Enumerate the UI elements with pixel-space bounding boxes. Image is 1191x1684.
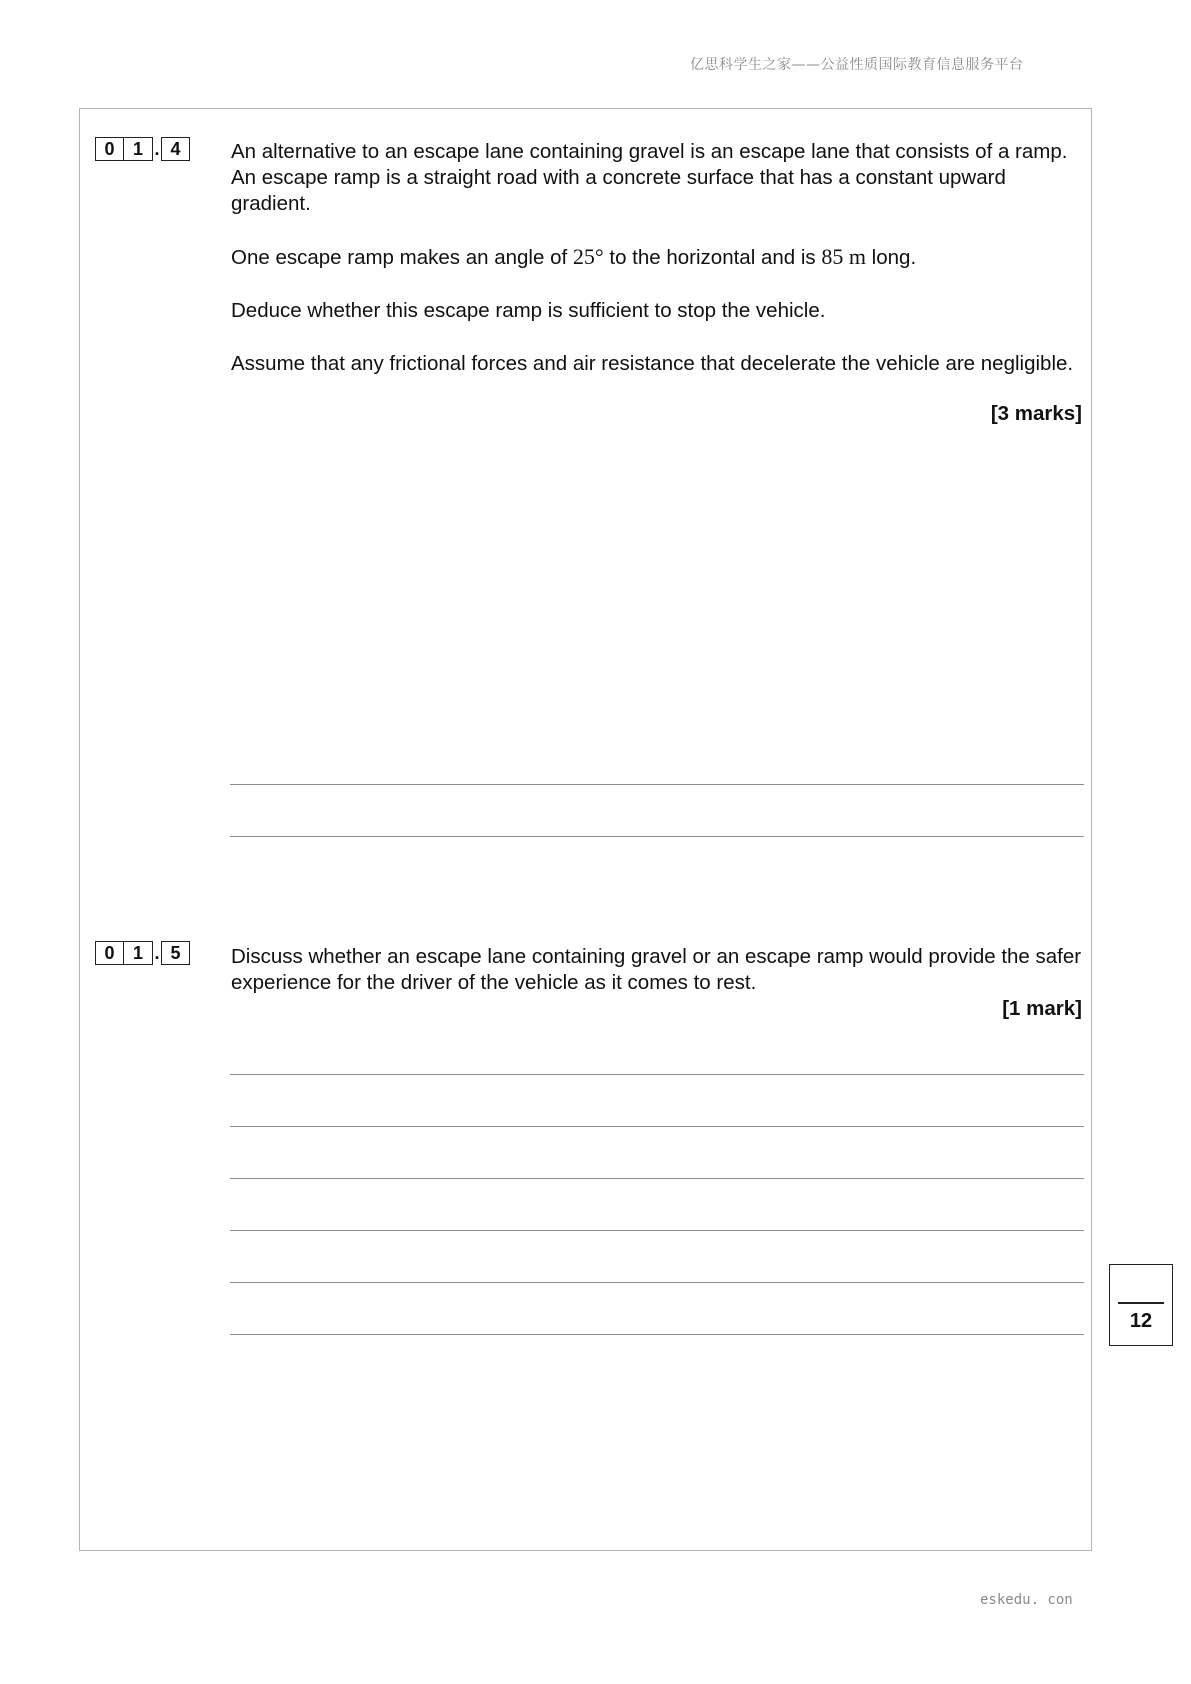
answer-line[interactable] xyxy=(230,784,1084,785)
question-digit: 1 xyxy=(124,941,153,965)
question-number-dot: . xyxy=(154,139,160,159)
total-rule xyxy=(1118,1302,1164,1304)
marks-label: [3 marks] xyxy=(990,402,1082,425)
question-01-5-text xyxy=(231,944,1083,996)
question-paragraph: Discuss whether an escape lane containing gravel or an escape ramp would provide the safer experience for the driver of the vehicle as it comes to rest. xyxy=(231,945,1082,994)
answer-line[interactable] xyxy=(230,836,1084,837)
question-number-01-4 xyxy=(95,137,190,161)
answer-line[interactable] xyxy=(230,1074,1084,1075)
question-number-01-5 xyxy=(95,941,190,965)
page-total-value: 12 xyxy=(1129,1310,1153,1332)
question-paragraph: Assume that any frictional forces and air resistance that decelerate the vehicle are negligible. xyxy=(231,352,1074,375)
text-run: long. xyxy=(865,246,917,269)
marks-label: [1 mark] xyxy=(1002,997,1082,1020)
question-digit: 5 xyxy=(161,941,190,965)
question-number-dot: . xyxy=(154,943,160,963)
header-watermark: 亿思科学生之家——公益性质国际教育信息服务平台 xyxy=(690,57,1024,73)
footer-site: eskedu. con xyxy=(980,1592,1073,1608)
question-digit: 0 xyxy=(95,137,124,161)
length-value: 85 m xyxy=(821,244,866,269)
text-run: to the horizontal and is xyxy=(603,246,822,269)
question-paragraph: An alternative to an escape lane containing gravel is an escape lane that consists of a ramp. An escape ramp is a straight road with a concrete surface that has a constant upward gradient. xyxy=(231,140,1068,215)
question-digit: 1 xyxy=(124,137,153,161)
question-01-4-text xyxy=(231,139,1083,377)
question-paragraph: Deduce whether this escape ramp is sufficient to stop the vehicle. xyxy=(231,299,826,322)
question-paragraph xyxy=(231,244,1083,271)
answer-line[interactable] xyxy=(230,1126,1084,1127)
page-total-box xyxy=(1109,1264,1173,1346)
text-run: One escape ramp makes an angle of xyxy=(231,246,573,269)
angle-value: 25° xyxy=(572,244,604,269)
answer-line[interactable] xyxy=(230,1230,1084,1231)
answer-line[interactable] xyxy=(230,1282,1084,1283)
answer-line[interactable] xyxy=(230,1178,1084,1179)
question-digit: 0 xyxy=(95,941,124,965)
question-digit: 4 xyxy=(161,137,190,161)
answer-line[interactable] xyxy=(230,1334,1084,1335)
